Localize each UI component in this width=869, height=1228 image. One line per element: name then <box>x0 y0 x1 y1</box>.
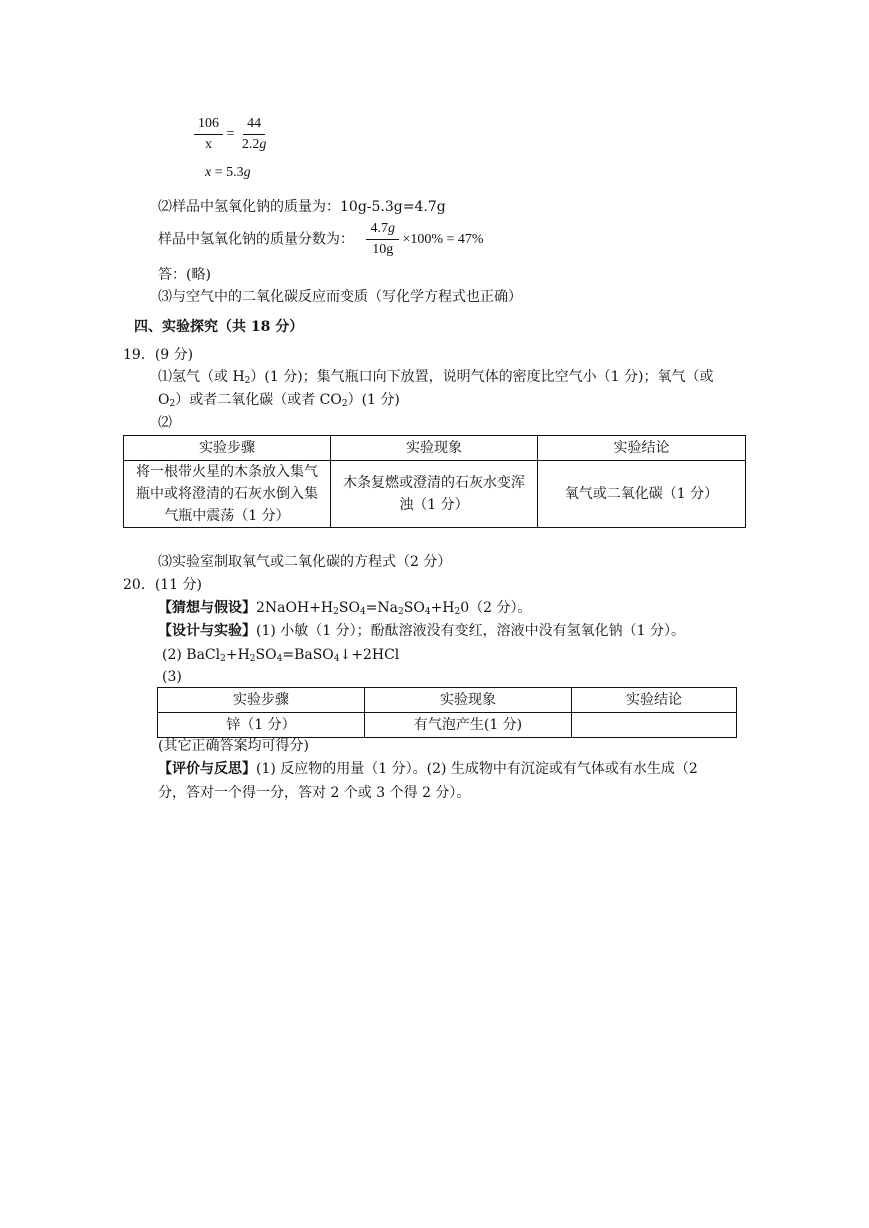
table-header-row <box>124 436 746 461</box>
result-unit: g <box>243 165 251 180</box>
text-segment: ⑴氢气（或 H <box>158 369 245 385</box>
subscript: 4 <box>276 654 283 664</box>
subscript: 2 <box>454 607 461 617</box>
text-segment: SO <box>338 600 360 616</box>
denominator: x <box>205 137 212 152</box>
q20-header: 20．(11 分) <box>123 577 203 593</box>
percentage-formula <box>366 221 484 257</box>
header-cell: 实验现象 <box>365 688 572 713</box>
header-cell: 实验结论 <box>572 688 737 713</box>
header-cell: 实验步骤 <box>158 688 365 713</box>
section-four-title: 四、实验探究（共 18 分） <box>134 319 304 335</box>
subscript: 4 <box>424 607 431 617</box>
result-value: = 5.3 <box>214 165 244 180</box>
text-segment: +H <box>225 647 250 663</box>
ratio-equation <box>194 117 270 152</box>
table-header-row <box>158 688 737 713</box>
text-segment: ）(1 分)；集气瓶口向下放置，说明气体的密度比空气小（1 分)；氧气（或 <box>250 369 714 385</box>
denominator: 10g <box>372 242 394 257</box>
table-cell: 锌（1 分） <box>158 713 365 738</box>
subscript: 2 <box>341 399 348 409</box>
q19-item3: ⑶实验室制取氧气或二氧化碳的方程式（2 分） <box>158 554 452 570</box>
percentage-result: ×100% = 47% <box>402 231 484 247</box>
subscript: 2 <box>333 607 339 617</box>
text-segment: SO <box>403 600 425 616</box>
fraction-106-over-x <box>194 117 223 152</box>
text-segment: =Na <box>365 600 399 616</box>
table-cell: 氧气或二氧化碳（1 分） <box>538 461 746 528</box>
table-row <box>158 713 737 738</box>
subscript: 2 <box>169 399 176 409</box>
q20-design <box>158 624 685 638</box>
denominator <box>238 135 271 152</box>
header-cell: 实验结论 <box>538 436 746 461</box>
q20-equation <box>162 648 399 662</box>
text-segment: SO <box>255 647 277 663</box>
evaluation-text: (1) 反应物的用量（1 分）。(2) 生成物中有沉淀或有气体或有水生成（2 <box>256 761 698 777</box>
q20-evaluation-line2: 分，答对一个得一分，答对 2 个或 3 个得 2 分）。 <box>158 785 471 801</box>
answer-line: 答：(略) <box>158 267 211 283</box>
evaluation-label: 【评价与反思】 <box>158 761 256 777</box>
q20-hypothesis <box>158 601 532 615</box>
text-segment: 2NaOH+H <box>256 600 334 616</box>
text-segment: (2) BaCl <box>162 647 221 663</box>
header-cell: 实验现象 <box>331 436 538 461</box>
text-segment: =BaSO <box>282 647 334 663</box>
equals-sign: = <box>226 126 235 142</box>
q20-item3-label: (3) <box>162 669 182 685</box>
subscript: 4 <box>359 607 366 617</box>
text-segment: ）或者二氧化碳（或者 CO <box>175 392 342 408</box>
denominator-unit: g <box>259 137 267 152</box>
numerator <box>366 222 399 240</box>
subscript: 2 <box>398 607 404 617</box>
q19-header: 19．(9 分) <box>123 347 194 363</box>
result-variable: x <box>205 165 212 180</box>
result-equation <box>205 166 251 180</box>
table-cell: 有气泡产生(1 分) <box>365 713 572 738</box>
fraction-44-over-mass <box>238 117 271 152</box>
part2-percentage-line <box>158 222 484 257</box>
denominator-value: 2.2 <box>241 137 260 152</box>
hypothesis-label: 【猜想与假设】 <box>158 600 256 616</box>
subscript: 4 <box>333 654 340 664</box>
design-text: (1) 小敏（1 分）；酚酞溶液没有变红，溶液中没有氢氧化钠（1 分）。 <box>256 623 685 639</box>
table-row <box>124 461 746 528</box>
table-cell: 将一根带火星的木条放入集气瓶中或将澄清的石灰水倒入集气瓶中震荡（1 分） <box>124 461 331 528</box>
text-segment: +H <box>430 600 455 616</box>
numerator: 106 <box>194 117 223 135</box>
numerator-value: 4.7 <box>370 221 388 236</box>
percentage-label: 样品中氢氧化钠的质量分数为： <box>158 231 354 248</box>
q19-line2 <box>158 393 400 407</box>
header-cell: 实验步骤 <box>124 436 331 461</box>
subscript: 2 <box>249 654 256 664</box>
q19-line1 <box>158 370 714 384</box>
design-label: 【设计与实验】 <box>158 623 256 639</box>
numerator-unit: g <box>387 221 395 236</box>
part2-mass-line: ⑵样品中氢氧化钠的质量为：10g-5.3g=4.7g <box>158 199 446 215</box>
text-segment: 0（2 分）。 <box>460 600 532 616</box>
subscript: 2 <box>220 654 226 664</box>
table-cell: 木条复燃或澄清的石灰水变浑浊（1 分） <box>331 461 538 528</box>
subscript: 2 <box>244 376 251 386</box>
part3-line: ⑶与空气中的二氧化碳反应而变质（写化学方程式也正确） <box>158 289 522 305</box>
text-segment: ↓+2HCl <box>339 647 400 663</box>
q20-results-table <box>157 687 737 738</box>
q19-results-table <box>123 435 746 528</box>
text-segment: ）(1 分) <box>347 392 400 408</box>
text-segment: O <box>158 392 170 408</box>
q20-note: (其它正确答案均可得分) <box>158 738 309 754</box>
fraction-mass-ratio <box>366 222 399 257</box>
q19-item2-label: ⑵ <box>158 415 172 431</box>
numerator: 44 <box>243 117 265 135</box>
table-cell <box>572 713 737 738</box>
q20-evaluation-line1 <box>158 762 698 776</box>
